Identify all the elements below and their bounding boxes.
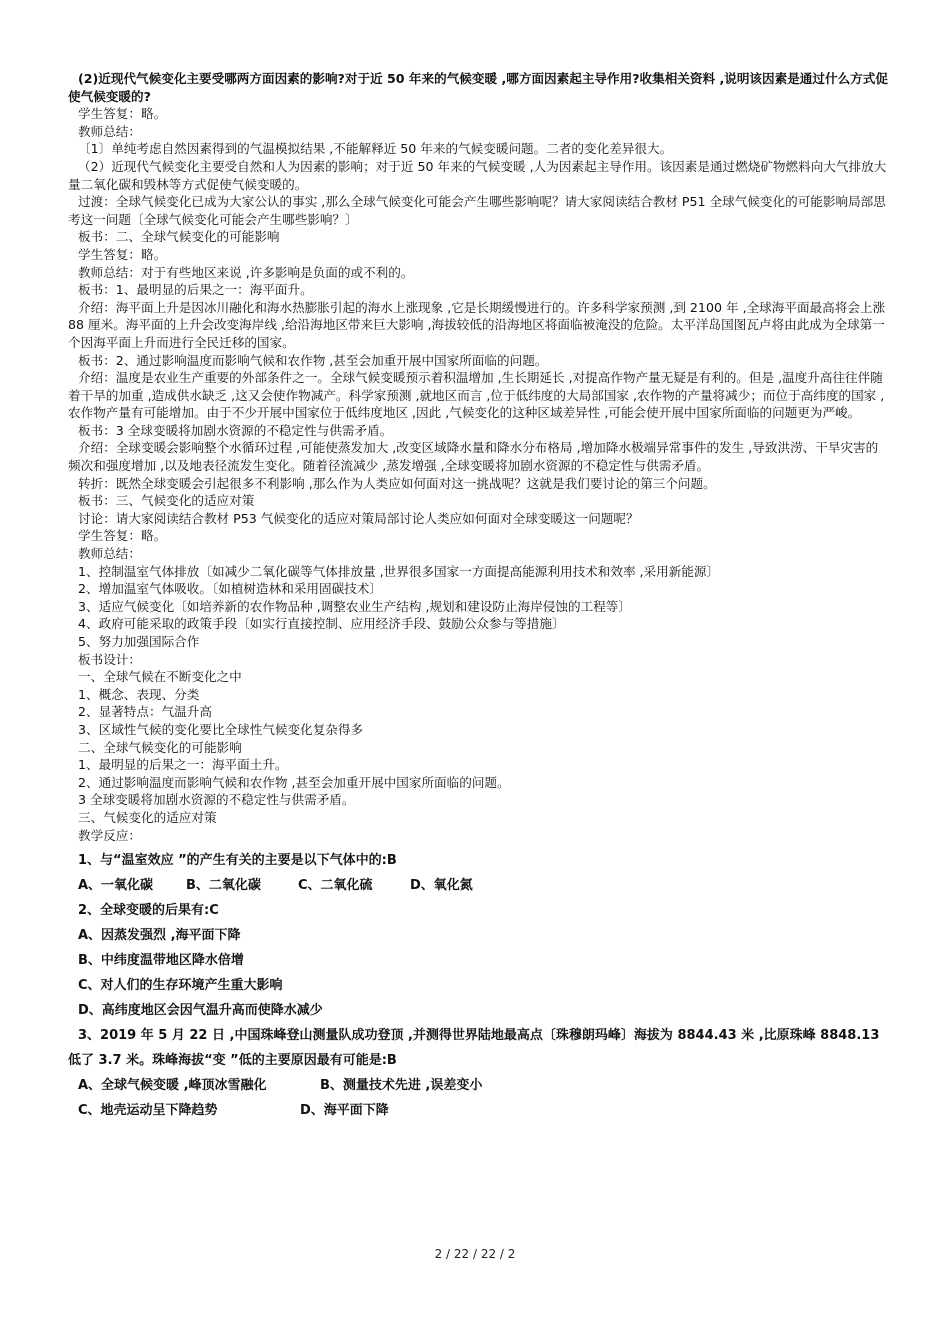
quiz-2-option-a: A、因蒸发强烈 ,海平面下降 [78,928,241,944]
question-2: (2)近现代气候变化主要受哪两方面因素的影响?对于近 50 年来的气候变暖 ,哪方面因素起主导作用?收集相关资料 ,说明该因素是通过什么方式促使气候变暖的? [68,71,888,104]
board-point-2-1: 板书：1、最明显的后果之一：海平面升。 [78,282,313,298]
board-section-2: 板书：二、全球气候变化的可能影响 [78,229,280,245]
intro-water: 介绍：全球变暖会影响整个水循环过程 ,可能使蒸发加大 ,改变区域降水量和降水分布格局 ,增加降水极端异常事件的发生 ,导致洪涝、干旱灾害的频次和强度增加 ,以及地表径流发生变化。随着径流减少 ,蒸发增强 ,全球变暖将加剧水资源的不稳定性与供需矛盾。 [68,440,879,474]
turning-point: 转折：既然全球变暖会引起很多不利影响 ,那么作为人类应如何面对这一挑战呢？这就是我们要讨论的第三个问题。 [78,475,716,491]
summary-point-2: （2）近现代气候变化主要受自然和人为因素的影响；对于近 50 年来的气候变暖 ,人为因素起主导作用。该因素是通过燃烧矿物燃料向大气排放大量二氧化碳和毁林等方式促使气候变暖的。 [68,158,887,192]
quiz-3-option-d: D、海平面下降 [300,1103,389,1119]
measure-1: 1、控制温室气体排放〔如减少二氧化碳等气体排放量 ,世界很多国家一方面提高能源利用技术和效率 ,采用新能源〕 [78,563,720,579]
design-section-3: 三、气候变化的适应对策 [78,809,217,825]
quiz-question-3: 3、2019 年 5 月 22 日 ,中国珠峰登山测量队成功登顶 ,并测得世界陆地最高点〔珠穆朗玛峰〕海拔为 8844.43 米 ,比原珠峰 8848.13 低了 3.7 米。珠峰海拔“变 ”低的主要原因最有可能是:B [68,1028,880,1069]
transition-1: 过渡：全球气候变化已成为大家公认的事实 ,那么全球气候变化可能会产生哪些影响呢？请大家阅读结合教材 P51 全球气候变化的可能影响局部思考这一问题〔全球气候变化可能会产生哪些影响？〕 [68,194,886,227]
intro-temperature: 介绍：温度是农业生产重要的外部条件之一。全球气候变暖预示着积温增加 ,生长期延长 ,对提高作物产量无疑是有利的。但是 ,温度升高往往伴随着干旱的加重 ,造成供水缺乏 ,这又会使作物减产。科学家预测 ,就地区而言 ,位于低纬度的大局部国家 ,农作物的产量将减少；而位于高纬度的国家 ,农作物产量有可能增加。由于不少开展中国家位于低纬度地区 ,因此 ,气候变化的这种区域差异性 ,可能会使开展中国家所面临的问题更为严峻。 [68,370,885,421]
quiz-1-option-a: A、一氧化碳 [78,878,154,894]
quiz-2-option-b: B、中纬度温带地区降水倍增 [78,953,244,969]
quiz-3-option-b: B、测量技术先进 ,误差变小 [320,1078,483,1094]
quiz-3-options-row-2 [68,1098,888,1123]
quiz-question-2: 2、全球变暖的后果有:C [78,903,219,919]
teaching-reaction-label: 教学反应： [78,827,141,843]
teacher-summary-3-label: 教师总结： [78,546,141,562]
design-item-2-1: 1、最明显的后果之一：海平面土升。 [78,757,288,773]
design-section-2: 二、全球气候变化的可能影响 [78,739,242,755]
design-item-2-3: 3 全球变暖将加剧水资源的不稳定性与供需矛盾。 [78,792,355,808]
summary-point-1: 〔1〕单纯考虑自然因素得到的气温模拟结果 ,不能解释近 50 年来的气候变暖问题。二者的变化差异很大。 [78,141,673,157]
document-body [68,70,888,1123]
board-design-label: 板书设计： [78,651,141,667]
quiz-1-option-b: B、二氧化碳 [186,878,261,894]
board-point-2-3: 板书：3 全球变暖将加剧水资源的不稳定性与供需矛盾。 [78,422,393,438]
quiz-1-options [68,873,888,898]
quiz-3-option-a: A、全球气候变暖 ,峰顶冰雪融化 [78,1078,267,1094]
discussion: 讨论：请大家阅读结合教材 P53 气候变化的适应对策局部讨论人类应如何面对全球变暖这一问题呢？ [78,510,639,526]
quiz-2-option-d: D、高纬度地区会因气温升高而使降水减少 [78,1003,323,1019]
intro-sea-level: 介绍：海平面上升是因冰川融化和海水热膨胀引起的海水上涨现象 ,它是长期缓慢进行的。许多科学家预测 ,到 2100 年 ,全球海平面最高将会上涨 88 厘米。海平面的上升会改变海岸线 ,给沿海地区带来巨大影响 ,海拔较低的沿海地区将面临被淹没的危险。太平洋岛国图瓦卢将由此成为全球第一个因海平面上升而进行全民迁移的国家。 [68,299,886,350]
design-section-1: 一、全球气候在不断变化之中 [78,669,242,685]
quiz-1-option-c: C、二氧化硫 [298,878,373,894]
design-item-2-2: 2、通过影响温度而影响气候和农作物 ,甚至会加重开展中国家所面临的问题。 [78,774,510,790]
design-item-1-3: 3、区域性气候的变化要比全球性气候变化复杂得多 [78,721,364,737]
page-number: 2 / 22 / 22 / 2 [434,1247,516,1261]
quiz-question-1: 1、与“温室效应 ”的产生有关的主要是以下气体中的:B [78,853,397,869]
measure-5: 5、努力加强国际合作 [78,634,200,649]
student-answer-1: 学生答复：略。 [78,106,167,122]
teacher-summary-1-label: 教师总结： [78,123,141,139]
student-answer-3: 学生答复：略。 [78,528,167,544]
design-item-1-2: 2、显著特点：气温升高 [78,704,212,720]
quiz-2-option-c: C、对人们的生存环境产生重大影响 [78,978,283,994]
measure-2: 2、增加温室气体吸收。〔如植树造林和采用固碳技术〕 [78,581,382,597]
quiz-1-option-d: D、氧化氮 [410,878,473,894]
student-answer-2: 学生答复：略。 [78,246,167,262]
board-section-3: 板书：三、气候变化的适应对策 [78,493,255,509]
board-point-2-2: 板书：2、通过影响温度而影响气候和农作物 ,甚至会加重开展中国家所面临的问题。 [78,352,548,368]
quiz-3-option-c: C、地壳运动呈下降趋势 [78,1103,218,1119]
measure-4: 4、政府可能采取的政策手段〔如实行直接控制、应用经济手段、鼓励公众参与等措施〕 [78,616,565,632]
measure-3: 3、适应气候变化〔如培养新的农作物品种 ,调整农业生产结构 ,规划和建设防止海岸侵蚀的工程等〕 [78,598,631,614]
teacher-summary-2: 教师总结：对于有些地区来说 ,许多影响是负面的或不利的。 [78,264,414,280]
quiz-3-options-row-1 [68,1073,888,1098]
design-item-1-1: 1、概念、表现、分类 [78,686,200,702]
